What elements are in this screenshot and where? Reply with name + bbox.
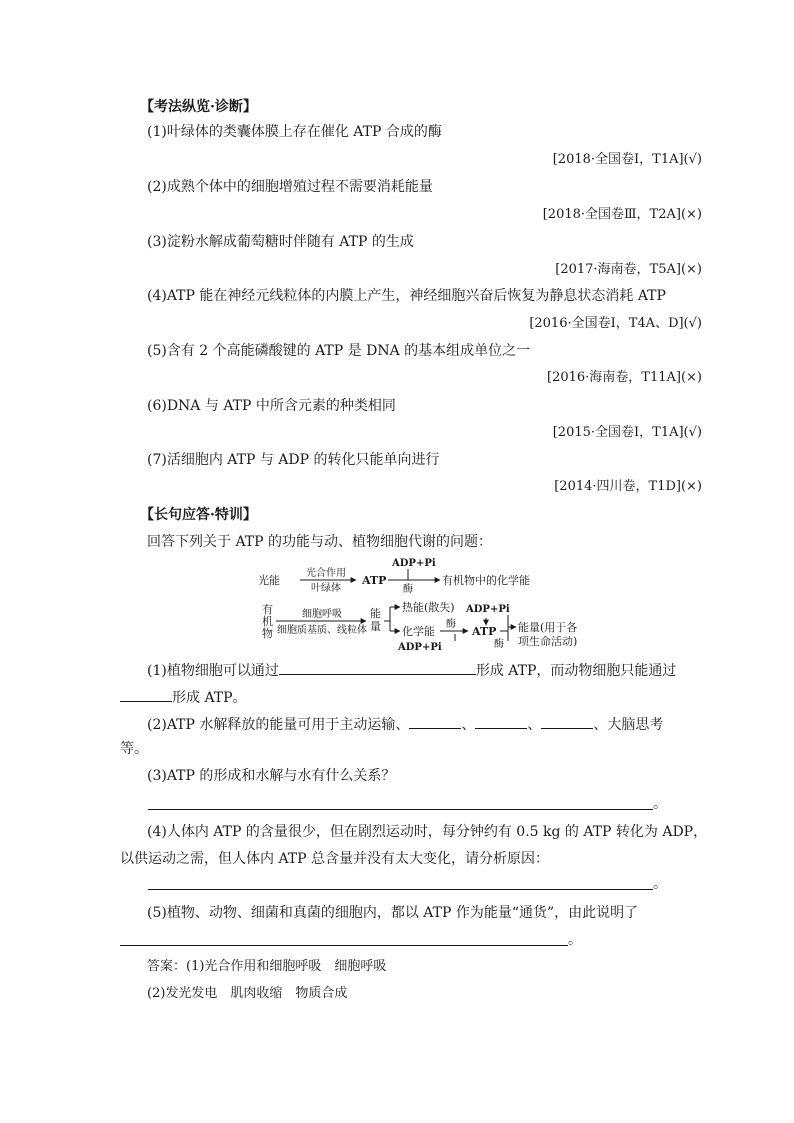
diagram-chloroplast: 叶绿体 (311, 583, 341, 594)
q2-blank-2[interactable] (475, 713, 527, 729)
q1-part-b: 形成 ATP，而动物细胞只能通过 (475, 663, 677, 679)
review-item-4: (4)ATP 能在神经元线粒体的内膜上产生，神经细胞兴奋后恢复为静息状态消耗 ATP (147, 288, 666, 304)
q1-blank-2[interactable] (120, 686, 172, 702)
diagram-atp-2: ATP (472, 625, 497, 638)
q4-period: 。 (653, 876, 667, 892)
diagram-atp-1: ATP (362, 574, 387, 587)
q3-answer-line[interactable] (148, 808, 653, 810)
q3-period: 。 (653, 796, 667, 812)
diagram-adp-pi-1: ADP+Pi (392, 558, 436, 569)
question-1-line-1 (147, 659, 676, 681)
q2-part-b: 、大脑思考 (593, 717, 664, 733)
question-5-line-1: (5)植物、动物、细菌和真菌的细胞内，都以 ATP 作为能量“通货”，由此说明了 (147, 905, 639, 921)
q5-period: 。 (568, 932, 582, 948)
diagram-energy-use-1: 能量(用于各 (518, 621, 578, 634)
question-4-line-1: (4)人体内 ATP 的含量很少，但在剧烈运动时，每分钟约有 0.5 kg 的 ATP 转化为 ADP， (147, 824, 708, 840)
training-intro: 回答下列关于 ATP 的功能与动、植物细胞代谢的问题： (147, 534, 493, 550)
review-item-2: (2)成熟个体中的细胞增殖过程不需要消耗能量 (147, 179, 433, 195)
training-heading: 【长句应答·特训】 (140, 507, 257, 523)
q1-part-a: (1)植物细胞可以通过 (147, 663, 279, 679)
answer-line-1: 答案：(1)光合作用和细胞呼吸 细胞呼吸 (147, 959, 387, 974)
question-2-line-1 (147, 713, 663, 735)
diagram-adp-pi-3: ADP+Pi (466, 604, 510, 615)
diagram-organic-char-2: 机 (262, 615, 273, 628)
question-4-line-2: 以供运动之需，但人体内 ATP 总含量并没有太大变化，请分析原因： (120, 851, 550, 867)
q5-answer-line[interactable] (120, 944, 568, 946)
diagram-respiration: 细胞呼吸 (302, 609, 342, 620)
diagram-chem-energy: 化学能 (402, 625, 435, 638)
review-heading: 【考法纵览·诊断】 (140, 99, 257, 115)
diagram-light-energy: 光能 (258, 574, 280, 587)
diagram-energy-char-1: 能 (370, 607, 381, 620)
q2-part-a: (2)ATP 水解释放的能量可用于主动运输、 (147, 717, 410, 733)
diagram-energy-char-2: 量 (370, 620, 381, 633)
review-item-2-source: [2018·全国卷Ⅲ，T2A](×) (542, 207, 702, 222)
answer-line-2: (2)发光发电 肌肉收缩 物质合成 (147, 986, 348, 1001)
diagram-enzyme-2: 酶 (446, 619, 456, 630)
q4-answer-line[interactable] (148, 888, 653, 890)
diagram-organic-chem-energy: 有机物中的化学能 (442, 574, 530, 587)
review-item-3: (3)淀粉水解成葡萄糖时伴随有 ATP 的生成 (147, 234, 414, 250)
diagram-respiration-site: 细胞质基质、线粒体 (277, 625, 367, 636)
question-3: (3)ATP 的形成和水解与水有什么关系？ (147, 768, 396, 784)
diagram-enzyme-1: 酶 (403, 584, 413, 595)
diagram-enzyme-3: 酶 (494, 639, 504, 650)
review-item-5: (5)含有 2 个高能磷酸键的 ATP 是 DNA 的基本组成单位之一 (147, 343, 531, 359)
diagram-heat: 热能(散失) (402, 601, 455, 614)
q2-blank-1[interactable] (409, 713, 461, 729)
diagram-energy-use-2: 项生命活动) (518, 635, 578, 648)
review-item-7-source: [2014·四川卷，T1D](×) (554, 479, 702, 494)
question-1-line-2 (120, 686, 247, 708)
diagram-adp-pi-2: ADP+Pi (398, 642, 442, 653)
q2-sep-1: 、 (461, 717, 476, 733)
q1-part-c: 形成 ATP。 (172, 690, 247, 706)
q2-part-c: 等。 (120, 741, 148, 757)
q2-blank-3[interactable] (541, 713, 593, 729)
q2-sep-2: 、 (527, 717, 542, 733)
diagram-photosynthesis: 光合作用 (306, 568, 346, 579)
q1-blank-1[interactable] (279, 659, 476, 675)
review-item-5-source: [2016·海南卷，T11A](×) (547, 370, 702, 385)
review-item-1: (1)叶绿体的类囊体膜上存在催化 ATP 合成的酶 (147, 124, 442, 140)
review-item-6: (6)DNA 与 ATP 中所含元素的种类相同 (147, 398, 396, 414)
review-item-6-source: [2015·全国卷Ⅰ，T1A](√) (552, 425, 702, 440)
review-item-7: (7)活细胞内 ATP 与 ADP 的转化只能单向进行 (147, 452, 440, 468)
review-item-1-source: [2018·全国卷Ⅰ，T1A](√) (552, 152, 702, 167)
review-item-4-source: [2016·全国卷Ⅰ，T4A、D](√) (529, 316, 702, 331)
review-item-3-source: [2017·海南卷，T5A](×) (555, 262, 702, 277)
diagram-organic-char-1: 有 (262, 603, 273, 616)
diagram-organic-char-3: 物 (262, 627, 273, 640)
atp-energy-diagram (250, 555, 578, 655)
